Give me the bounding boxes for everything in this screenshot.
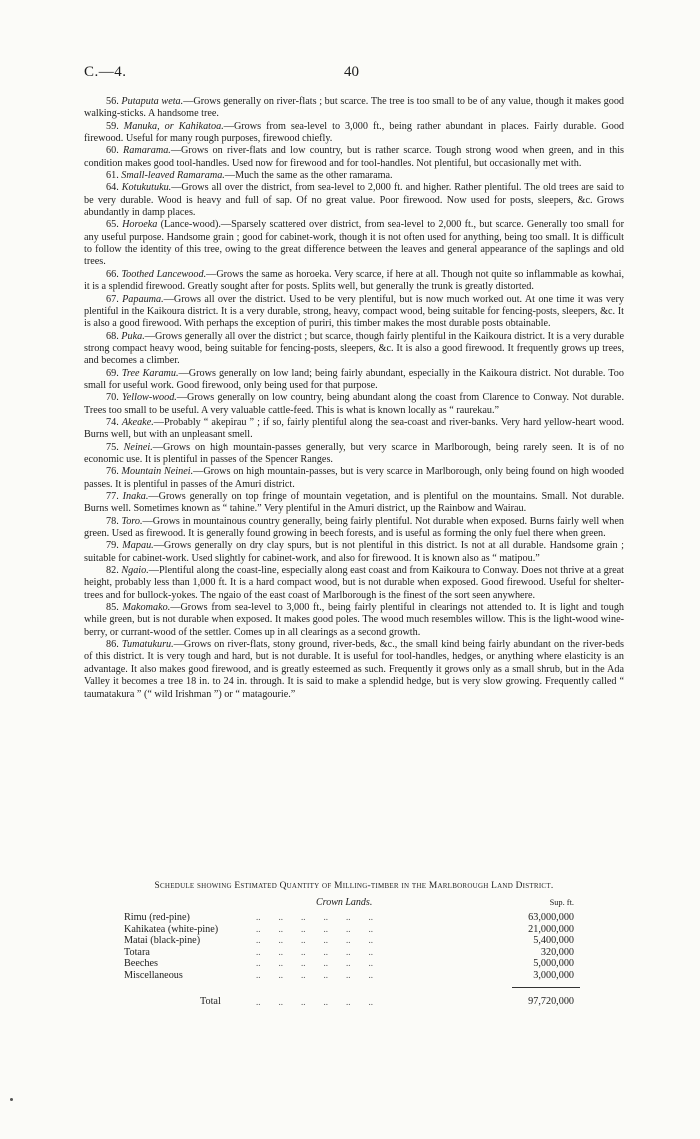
species-description: (Lance-wood).—Sparsely scattered over district, from sea-level to 2,000 ft., but scarce. Generally too small for any useful purpose. Handsome grain ; good for cabinet-work, though it is not often used for anything, being too small. It is difficult to follow the identity of this tree, owing to the great difference between the leaves and general appearance of the saplings and old trees. <box>84 219 625 268</box>
entry-number: 64. <box>106 182 119 194</box>
species-entry <box>84 269 624 294</box>
schedule-title: Schedule showing Estimated Quantity of Milling-timber in the Marlborough Land District. <box>154 881 554 891</box>
species-entry <box>84 96 624 121</box>
species-entry <box>84 182 624 219</box>
timber-quantity: 5,400,000 <box>533 935 574 947</box>
species-entry <box>84 516 624 541</box>
species-description: —Grows generally all over the district ; but scarce, though fairly plentiful in the Kaikoura district. It is a very durable strong compact heavy wood, being suitable for fencing-posts, sleepers, &c. It is also a good firewood. It frequently grows up trees, and becomes a climber. <box>84 330 625 367</box>
species-entry <box>84 540 624 565</box>
entry-number: 77. <box>106 491 119 502</box>
schedule-row <box>124 912 584 924</box>
entry-number: 75. <box>106 441 119 453</box>
species-name: Toro. <box>121 515 143 527</box>
entry-number: 74. <box>106 416 119 428</box>
species-entry <box>84 417 624 442</box>
species-name: Papauma. <box>122 293 164 305</box>
species-entry <box>84 121 624 146</box>
species-description: —Grows all over the district. Used to be very plentiful, but is now much worked out. At one time it was very plentiful in the Kaikoura district. It is a very durable, strong, heavy, compact wood, being suitable for fencing-posts, sleepers, &c. It is also a good firewood. With perhaps the exception of puriri, this timber makes the most durable posts obtainable. <box>84 293 624 330</box>
margin-mark <box>10 1098 13 1101</box>
species-description: —Grows on high mountain-passes generally, but very scarce in Marlborough, being rarely seen. It is of no economic use. It is plentiful in passes of the Spencer Ranges. <box>84 441 624 465</box>
species-description: —Grows on river-flats and low country, but is rather scarce. Tough strong wood when green, and in this condition makes good tool-handles. Used now for firewood and for tool-handles. Not plentiful, but occasionally met with. <box>84 145 624 169</box>
species-name: Toothed Lancewood. <box>121 268 207 280</box>
species-name: Ramarama. <box>123 145 171 157</box>
dot-leaders: .. .. .. .. .. .. <box>256 946 373 957</box>
species-name: Putaputa weta. <box>121 96 184 107</box>
species-name: Ngaio. <box>121 565 149 577</box>
entry-number: 56. <box>106 96 119 107</box>
species-description: —Grows on high mountain-passes, but is very scarce in Marlborough, only being found on high wooded passes. It is plentiful in passes of the Amuri district. <box>84 466 625 490</box>
species-name: Akeake. <box>121 416 154 428</box>
entry-number: 85. <box>106 602 119 614</box>
total-section <box>124 982 584 996</box>
schedule-rows <box>124 912 584 982</box>
timber-quantity: 3,000,000 <box>533 969 574 981</box>
species-description: —Grows on river-flats, stony ground, river-beds, &c., the small kind being fairly abundant on the river-beds of this district. It is very tough and hard, but is not durable. It is useful for tool-handles, hedges, or anything where elasticity is an advantage. It also makes good firewood, and is greatly esteemed as such. Frequently it grows only as a small shrub, but in the Ada Valley it becomes a tree 18 in. to 24 in. through. It is said to make a splendid hedge, but is very slow growing. Frequently called “ taumatakura ” (“ wild Irishman ”) or “ matagourie.” <box>84 639 625 700</box>
dot-leaders: .. .. .. .. .. .. <box>256 958 373 969</box>
timber-name: Miscellaneous <box>124 969 183 981</box>
timber-schedule-table <box>124 897 584 1008</box>
species-entry <box>84 565 624 602</box>
species-description: —Plentiful along the coast-line, especially along east coast and from Kaikoura to Conway. Does not thrive at a great height, probably less than 1,000 ft. It is a hard compact wood, but is not durable when exposed. Good firewood. Useful for shelter-trees and for bullock-yokes. The ngaio of the east coast of Marlborough is the finest of the sort seen anywhere. <box>84 565 625 601</box>
timber-name: Beeches <box>124 958 158 970</box>
dot-leaders: .. .. .. .. .. .. <box>256 996 373 1007</box>
species-description: —Grows the same as horoeka. Very scarce, if here at all. Though not quite so inflammable as kowhai, it is a splendid firewood. Greatly sought after for posts. Splits well, but generally the trunk is greatly distorted. <box>84 268 624 293</box>
schedule-row <box>124 958 584 970</box>
dot-leaders: .. .. .. .. .. .. <box>256 912 373 922</box>
dot-leaders: .. .. .. .. .. .. <box>256 923 373 934</box>
timber-name: Kahikatea (white-pine) <box>124 923 219 935</box>
species-name: Inaka. <box>122 491 149 502</box>
schedule-row <box>124 935 584 947</box>
species-name: Tumatukuru. <box>121 639 174 651</box>
species-entry <box>84 368 624 393</box>
total-label: Total <box>200 995 221 1007</box>
dot-leaders: .. .. .. .. .. .. <box>256 969 373 980</box>
entry-number: 82. <box>106 565 119 577</box>
entry-number: 79. <box>106 540 119 552</box>
species-name: Puka. <box>121 330 145 342</box>
species-entry <box>84 331 624 368</box>
species-description: —Grows in mountainous country generally, being fairly plentiful. Not durable when exposed. Burns fairly well when green. Used as firewood. It is generally found growing in beech forests, and is useful as forming the only fuel there when green. <box>84 515 625 540</box>
total-rule <box>512 987 580 988</box>
entry-number: 59. <box>106 120 119 132</box>
entry-number: 65. <box>106 219 119 231</box>
schedule-row <box>124 970 584 982</box>
entry-number: 67. <box>106 293 119 305</box>
species-description: —Much the same as the other ramarama. <box>224 170 393 182</box>
unit-header: Sup. ft. <box>549 898 574 907</box>
schedule-row <box>124 947 584 959</box>
timber-quantity: 5,000,000 <box>533 958 574 970</box>
species-name: Horoeka <box>122 219 158 231</box>
total-quantity: 97,720,000 <box>528 995 574 1007</box>
species-name: Yellow-wood. <box>122 392 177 404</box>
entry-number: 66. <box>106 268 119 280</box>
timber-quantity: 21,000,000 <box>528 923 574 935</box>
species-entry <box>84 466 624 491</box>
page-header <box>84 64 624 84</box>
species-entry <box>84 219 624 268</box>
species-description: —Grows all over the district, from sea-level to 2,000 ft. and higher. Rather plentiful. The old trees are said to be very durable. Wood is heavy and full of sap. Of no great value. Poor firewood. Now used for posts, sleepers, &c. Grows abundantly in damp places. <box>84 182 625 219</box>
total-row <box>124 996 584 1008</box>
species-description: —Grows generally on low land; being fairly abundant, especially in the Kaikoura district. Not durable. Too small for useful work. Good firewood, only being used for that purpose. <box>84 367 624 391</box>
species-description: —Grows generally on river-flats ; but scarce. The tree is too small to be of any value, though it makes good walking-sticks. A handsome tree. <box>84 96 625 120</box>
species-name: Mapau. <box>122 540 154 552</box>
schedule-row <box>124 924 584 936</box>
timber-quantity: 63,000,000 <box>528 912 574 923</box>
entry-number: 86. <box>106 639 119 651</box>
entry-number: 61. <box>106 170 119 182</box>
species-name: Neinei. <box>123 441 153 453</box>
species-name: Manuka, or Kahikatoa. <box>123 120 224 132</box>
species-name: Mountain Neinei. <box>121 466 194 478</box>
entry-number: 69. <box>106 367 119 379</box>
species-description: —Grows from sea-level to 3,000 ft., being fairly plentiful in clearings not attended to. It is light and tough while green, but is not durable when exposed. It makes good poles. The wood much resembles willow. This is the light-wood wine-berry, or currant-wood of the settler. Comes up in all clearings as a second growth. <box>84 602 625 638</box>
dot-leaders: .. .. .. .. .. .. <box>256 935 373 946</box>
species-name: Kotukutuku. <box>121 182 172 194</box>
species-name: Makomako. <box>122 602 171 614</box>
timber-name: Totara <box>124 946 150 958</box>
entry-number: 76. <box>106 466 119 478</box>
species-entry <box>84 392 624 417</box>
document-code: C.—4. <box>84 64 127 80</box>
entry-number: 68. <box>106 330 119 342</box>
timber-name: Matai (black-pine) <box>124 935 201 947</box>
species-entry <box>84 294 624 331</box>
species-entry <box>84 170 624 182</box>
entry-number: 60. <box>106 145 119 157</box>
entry-number: 78. <box>106 515 119 527</box>
timber-quantity: 320,000 <box>540 946 574 958</box>
page-number: 40 <box>344 64 359 80</box>
species-entry <box>84 145 624 170</box>
species-entries <box>84 96 624 701</box>
species-entry <box>84 442 624 467</box>
species-entry <box>84 602 624 639</box>
species-description: —Grows generally on top fringe of mountain vegetation, and is plentiful on the mountains. Small. Not durable. Burns well. Sometimes known as “ tahine.” Very plentiful in the Amuri district, up the Rainbow and Wairau. <box>84 491 625 515</box>
species-description: —Grows generally on dry clay spurs, but is not plentiful in this district. Is not at all durable. Handsome grain ; suitable for cabinet-work. Used slightly for cabinet-work, and also for firewood. It is known also as “ matipou.” <box>84 540 625 564</box>
species-entry <box>84 491 624 516</box>
species-description: —Grows from sea-level to 3,000 ft., being rather abundant in places. Fairly durable. Good firewood. Useful for many rough purposes, firewood chiefly. <box>84 120 625 145</box>
species-name: Tree Karamu. <box>121 367 179 379</box>
species-entry <box>84 639 624 701</box>
entry-number: 70. <box>106 392 119 404</box>
species-name: Small-leaved Ramarama. <box>121 170 225 182</box>
schedule-header-row <box>124 897 584 912</box>
timber-name: Rimu (red-pine) <box>124 912 190 923</box>
species-description: —Probably “ akepirau ” ; if so, fairly plentiful along the sea-coast and river-banks. Very hard yellow-heart wood. Burns well, but with an unpleasant smell. <box>84 416 624 441</box>
crown-lands-header: Crown Lands. <box>316 897 373 908</box>
species-description: —Grows generally on low country, being abundant along the coast from Clarence to Conway. Not durable. Trees too small to be useful. A very valuable cattle-feed. This is what is known locally as “ raurekau.” <box>84 392 625 416</box>
